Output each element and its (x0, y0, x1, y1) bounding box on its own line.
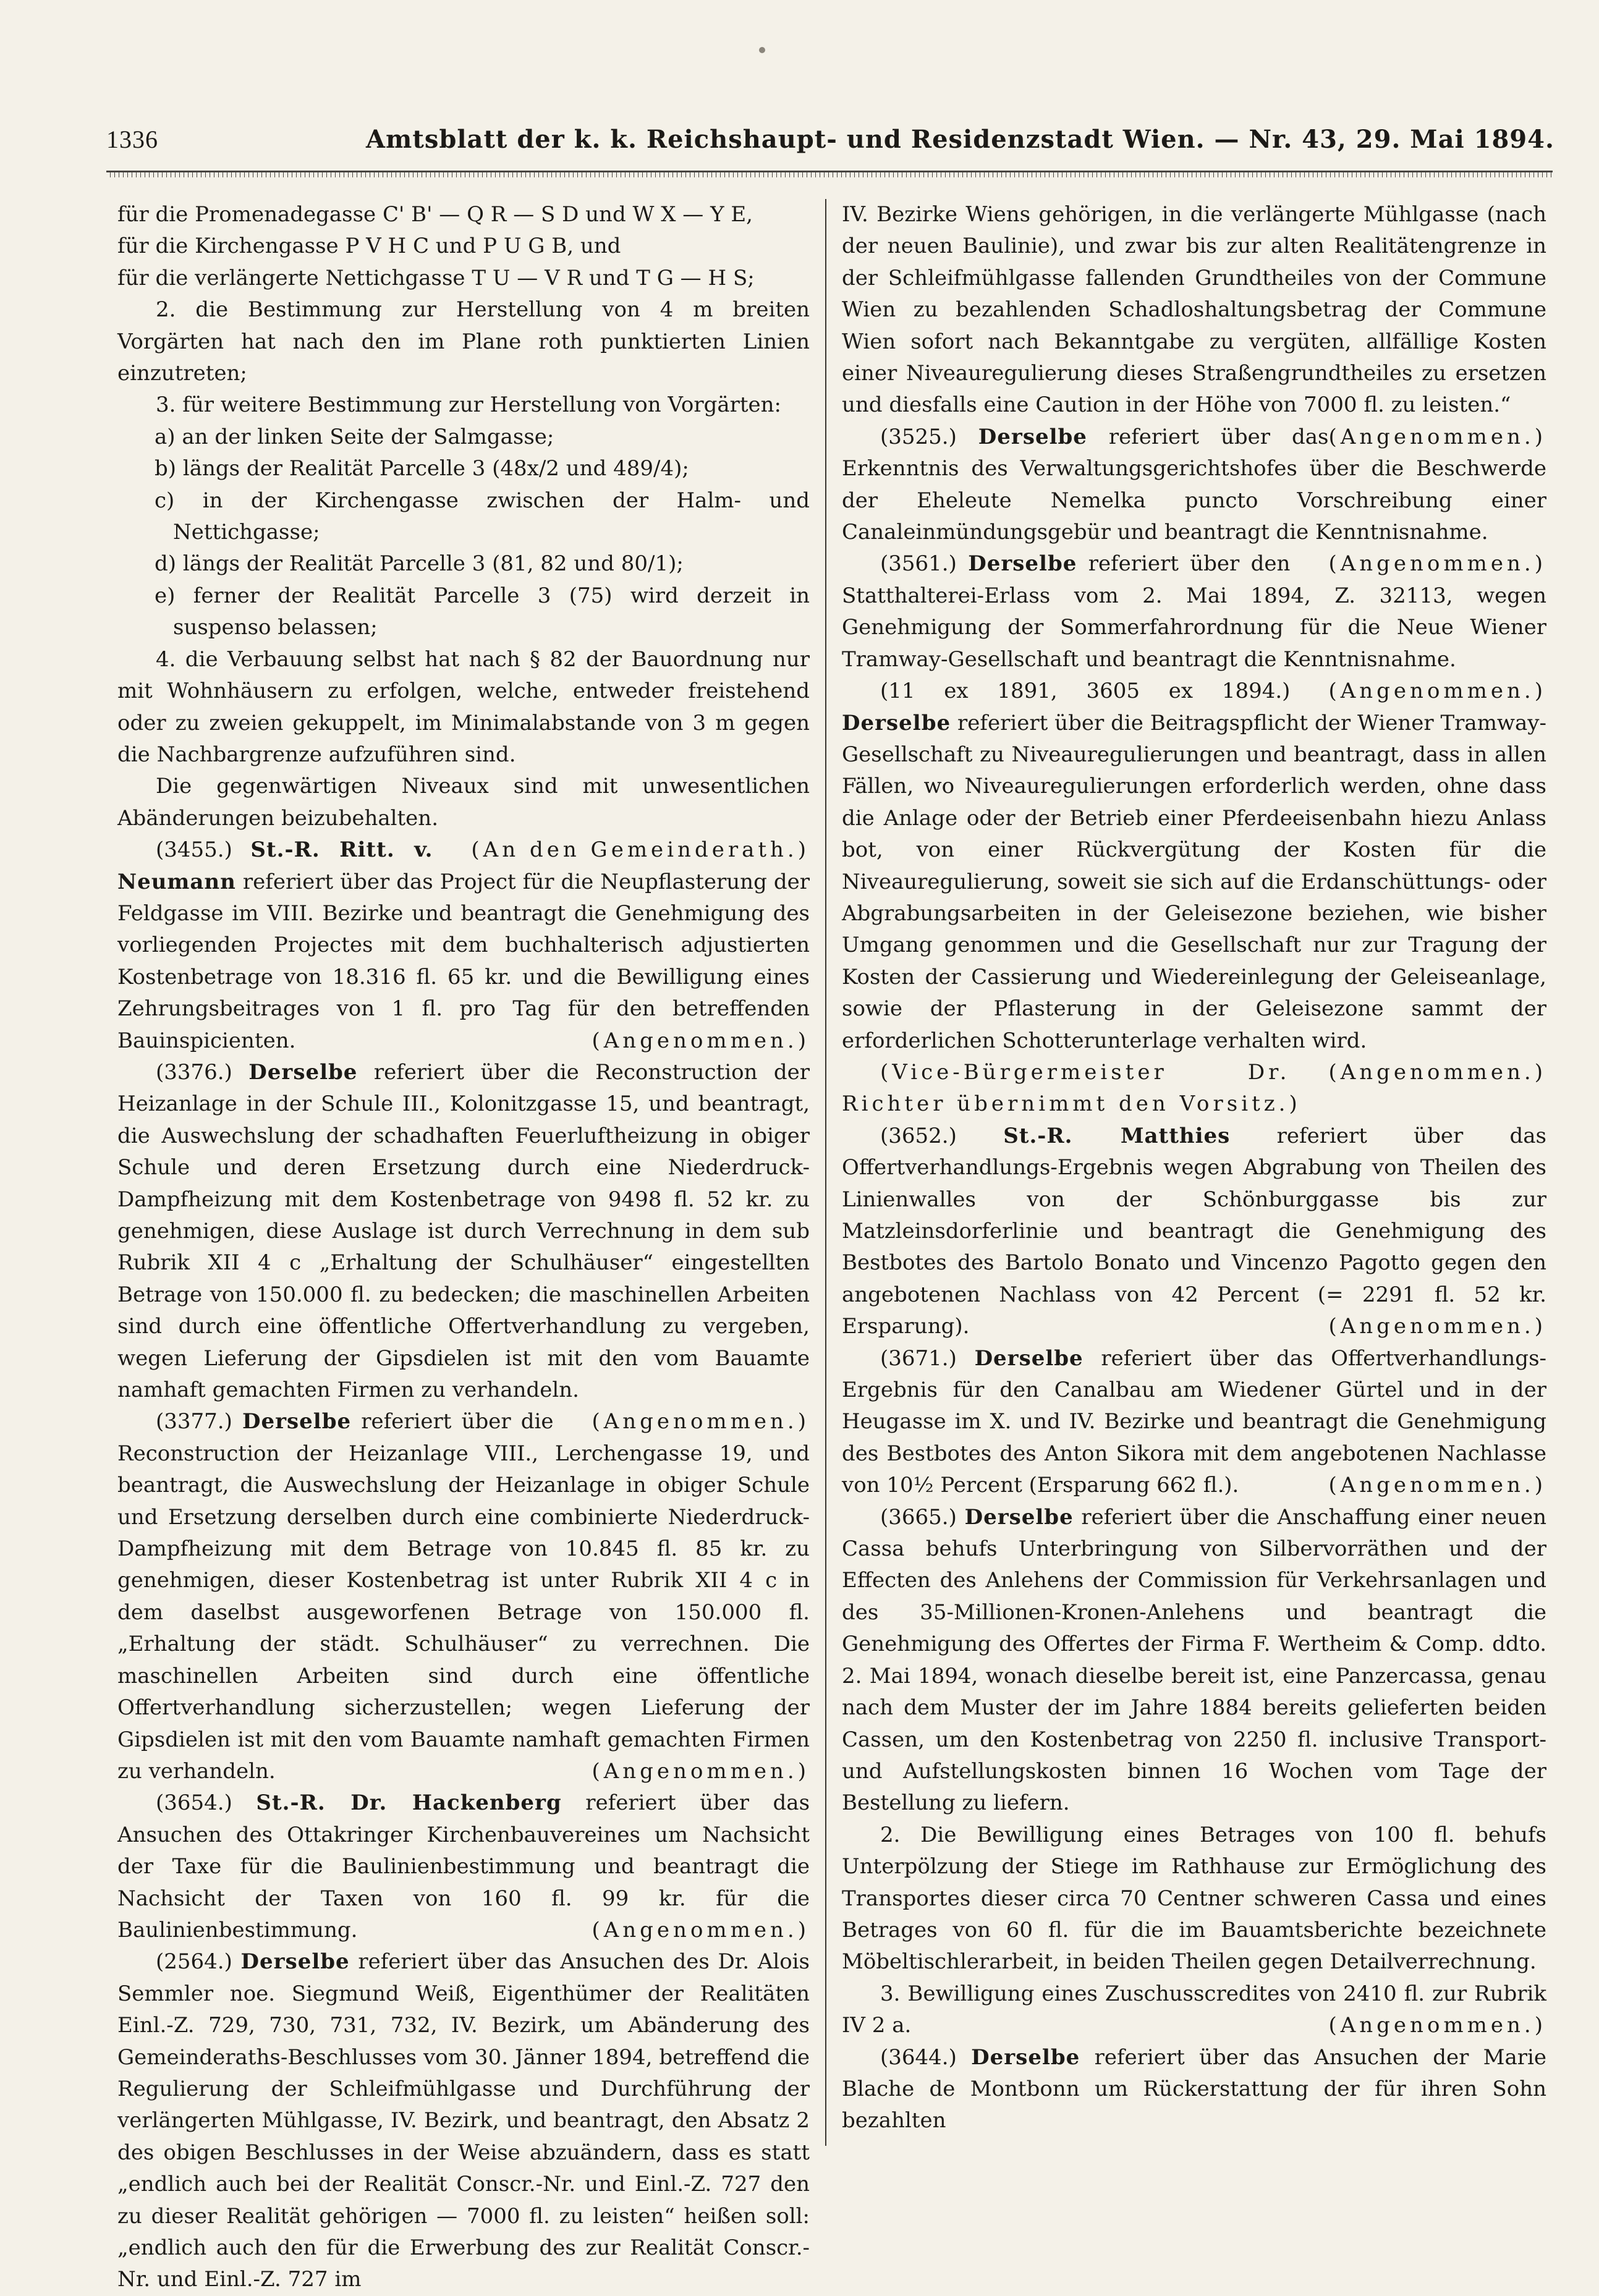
speaker-name: Derselbe (242, 1409, 352, 1434)
speaker-name: Derselbe (964, 1504, 1074, 1530)
page-header (106, 119, 1599, 162)
page-number: 1336 (106, 125, 158, 153)
paragraph: 4. die Verbauung selbst hat nach § 82 der Bauordnung nur mit Wohnhäusern zu erfolgen, welche, entweder freistehend oder zu zweien gekuppelt, im Minimalabstande von 3 m gegen die Nachbargrenze aufzuführen sind. (117, 646, 810, 767)
item-number: (3652.) (880, 1123, 957, 1148)
left-column (117, 199, 810, 2296)
item-text: referiert über das Offertverhandlungs-Ergebnis für den Canalbau am Wiedener Gürtel und in der Heugasse im X. und IV. Bezirke und beantragt die Genehmigung des Bestbotes des Anton Sikora mit dem angebotenen Nachlasse von 10½ Percent (Ersparung 662 fl.). (842, 1345, 1547, 1498)
agenda-item (842, 1120, 1546, 1343)
agenda-item (117, 834, 810, 1057)
agenda-item (117, 1787, 810, 1946)
list-item: d) längs der Realität Parcelle 3 (81, 82 und 80/1); (155, 551, 684, 577)
paragraph: 2. Die Bewilligung eines Betrages von 100 fl. behufs Unterpölzung der Stiege im Rathhause zur Ermöglichung des Transportes dieser circa 70 Centner schweren Cassa und eines Betrages von 60 fl. für die im Bauamtsberichte bezeichnete Möbeltischlerarbeit, in beiden Theilen gegen Detailverrechnung. (842, 1822, 1546, 1975)
paragraph-text: 3. Bewilligung eines Zuschusscredites von 2410 fl. zur Rubrik IV 2 a. (842, 1981, 1546, 2038)
resolution: (Angenommen.) (592, 1758, 810, 1784)
item-number: (3644.) (880, 2044, 957, 2070)
speaker-name: St.-R. Matthies (1003, 1123, 1231, 1148)
resolution: (Angenommen.) (592, 1917, 810, 1942)
speaker-name: Derselbe (842, 710, 951, 735)
item-number: (3377.) (156, 1409, 232, 1434)
agenda-item (117, 1946, 810, 2295)
item-text: referiert über das Erkenntnis des Verwaltungsgerichtshofes über die Beschwerde der Eheleute Nemelka puncto Vorschreibung einer Canaleinmündungsgebür und beantragt die Kenntnisnahme. (842, 424, 1546, 545)
resolution: (Angenommen.) (1328, 1473, 1546, 1498)
item-number: (3525.) (880, 424, 957, 449)
header-rule (106, 171, 1553, 177)
list-item: e) ferner der Realität Parcelle 3 (75) wird derzeit in suspenso belassen; (155, 583, 810, 640)
item-number: (3654.) (156, 1790, 232, 1816)
item-text: referiert über das Project für die Neupflasterung der Feldgasse im VIII. Bezirke und beantragt die Genehmigung des vorliegenden Projectes mit dem buchhalterisch adjustierten Kostenbetrage von 18.316 fl. 65 kr. und die Bewilligung eines Zehrungsbeitrages von 1 fl. pro Tag für den betreffenden Bauinspicienten. (117, 869, 810, 1053)
item-number: (3455.) (156, 837, 232, 863)
item-text: IV. Bezirke Wiens gehörigen, in die verlängerte Mühlgasse (nach der neuen Baulinie), und zwar bis zur alten Realitätengrenze in der Schleifmühlgasse fallenden Grundtheiles von der Commune Wien zu bezahlenden Schadloshaltungsbetrag der Commune Wien sofort nach Bekanntgabe zu vergüten, allfällige Kosten einer Niveauregulierung dieses Straßengrundtheiles zu ersetzen und diesfalls eine Caution in der Höhe von 7000 fl. zu leisten.“ (842, 202, 1546, 418)
speaker-name: St.-R. Dr. Hackenberg (256, 1790, 562, 1816)
item-text: referiert über das Ansuchen der Marie Blache de Montbonn um Rückerstattung der für ihren Sohn bezahlten (842, 2044, 1547, 2133)
item-text: referiert über die Anschaffung einer neuen Cassa behufs Unterbringung von Silbervorräthen und der Effecten des Anlehens der Commission für Verkehrsanlagen und des 35-Millionen-Kronen-Anlehens und beantragt die Genehmigung des Offertes der Firma F. Wertheim & Comp. ddto. 2. Mai 1894, wonach dieselbe bereit ist, eine Panzercassa, genau nach dem Muster der im Jahre 1884 bereits gelieferten beiden Cassen, um den Kostenbetrag von 2250 fl. inclusive Transport- und Aufstellungskosten binnen 16 Wochen vom Tage der Bestellung zu liefern. (842, 1504, 1546, 1816)
agenda-item (842, 1502, 1546, 1819)
resolution: (Angenommen.) (1328, 1314, 1546, 1339)
text-line: für die verlängerte Nettichgasse T U — V R und T G — H S; (117, 265, 755, 290)
item-text: referiert über die Beitragspflicht der Wiener Tramway-Gesellschaft zu Niveauregulierungen und beantragt, dass in allen Fällen, wo Niveauregulierungen erforderlich werden, ohne dass die Anlage oder der Betrieb einer Pferdeeisenbahn hiezu Anlass bot, von einer Rückvergütung der Kosten für die Niveauregulierung, soweit sie sich auf die Erdanschüttungs- oder Abgrabungsarbeiten in der Geleisezone beziehen, wie bisher Umgang genommen und die Gesellschaft nur zur Tragung der Kosten der Cassierung und Wiedereinlegung der Geleiseanlage, sowie der Pflasterung in der Geleisezone sammt der erforderlichen Schotterunterlage verhalten wird. (842, 710, 1547, 1053)
text-line: für die Kirchengasse P V H C und P U G B, und (117, 234, 621, 259)
text-line: für die Promenadegasse C' B' — Q R — S D und W X — Y E, (117, 202, 753, 227)
item-text: referiert über das Ansuchen des Dr. Alois Semmler noe. Siegmund Weiß, Eigenthümer der Realitäten Einl.-Z. 729, 730, 731, 732, IV. Bezirk, um Abänderung des Gemeinderaths-Beschlusses vom 30. Jänner 1894, betreffend die Regulierung der Schleifmühlgasse und Durchführung der verlängerten Mühlgasse, IV. Bezirk, und beantragt, den Absatz 2 des obigen Beschlusses in der Weise abzuändern, dass es statt „endlich auch bei der Realität Conscr.-Nr. und Einl.-Z. 727 den zu dieser Realität gehörigen — 7000 fl. zu leisten“ heißen soll: „endlich auch den für die Erwerbung des zur Realität Conscr.-Nr. und Einl.-Z. 727 im (117, 1949, 810, 2292)
right-column (842, 199, 1546, 2137)
item-text: referiert über die Reconstruction der Heizanlage in der Schule III., Kolonitzgasse 15, und beantragt, die Auswechslung der schadhaften Feuerluftheizung in obiger Schule und deren Ersetzung durch eine Niederdruck-Dampfheizung mit dem Kostenbetrage von 9498 fl. 52 kr. zu genehmigen, diese Auslage ist durch Verrechnung in dem sub Rubrik XII 4 c „Erhaltung der Schulhäuser“ eingestellten Betrage von 150.000 fl. zu bedecken; die maschinellen Arbeiten sind durch eine öffentliche Offertverhandlung zu vergeben, wegen Lieferung der Gipsdielen ist mit den vom Bauamte namhaft gemachten Firmen zu verhandeln. (117, 1059, 810, 1403)
list-item: a) an der linken Seite der Salmgasse; (155, 424, 554, 449)
resolution: (Angenommen.) (1328, 551, 1546, 577)
item-number: (3376.) (156, 1059, 232, 1085)
agenda-item (842, 2042, 1546, 2137)
resolution: (Angenommen.) (1328, 424, 1546, 449)
item-text: referiert über das Offertverhandlungs-Ergebnis wegen Abgrabung von Theilen des Linienwalles von der Schönburggasse bis zur Matzleinsdorferlinie und beantragt die Genehmigung des Bestbotes des Bartolo Bonato und Vincenzo Pagotto gegen den angebotenen Nachlass von 42 Percent (= 2291 fl. 52 kr. Ersparung). (842, 1123, 1546, 1339)
agenda-item (117, 1406, 810, 1787)
resolution: (Angenommen.) (1328, 1059, 1546, 1085)
item-number: (3561.) (880, 551, 957, 577)
paragraph-text: Die gegenwärtigen Niveaux sind mit unwesentlichen Abänderungen beizubehalten. (117, 774, 810, 831)
paragraph (842, 1978, 1546, 2042)
resolution: (Angenommen.) (1328, 2013, 1546, 2038)
item-text: referiert über den Statthalterei-Erlass vom 2. Mai 1894, Z. 32113, wegen Genehmigung der Sommerfahrordnung für die Neue Wiener Tramway-Gesellschaft und beantragt die Kenntnisnahme. (842, 551, 1546, 672)
column-divider (825, 199, 826, 2146)
procedural-note: (Vice-Bürgermeister Dr. Richter übernimmt den Vorsitz.) (842, 1059, 1301, 1117)
paragraph: 2. die Bestimmung zur Herstellung von 4 m breiten Vorgärten hat nach den im Plane roth punktierten Linien einzutreten; (117, 297, 810, 386)
item-number: (3665.) (880, 1504, 957, 1530)
resolution: (An den Gemeinderath.) (471, 837, 810, 863)
speaker-name: Derselbe (968, 551, 1077, 577)
item-number: (3671.) (880, 1345, 957, 1371)
speaker-name: Derselbe (240, 1949, 350, 1975)
agenda-item (842, 1343, 1546, 1502)
item-text: referiert über das Ansuchen des Ottakringer Kirchenbauvereines um Nachsicht der Taxe für die Baulinienbestimmung und beantragt die Nachsicht der Taxen von 160 fl. 99 kr. für die Baulinienbestimmung. (117, 1790, 810, 1942)
list-item: c) in der Kirchengasse zwischen der Halm- und Nettichgasse; (155, 488, 810, 545)
item-number: (2564.) (156, 1949, 232, 1975)
list-item: b) längs der Realität Parcelle 3 (48x/2 und 489/4); (155, 456, 689, 481)
agenda-item (842, 676, 1547, 1085)
speaker-name: Derselbe (248, 1059, 358, 1085)
speaker-name: Derselbe (978, 424, 1087, 449)
journal-title: Amtsblatt der k. k. Reichshaupt- und Residenzstadt Wien. — Nr. 43, 29. Mai 1894. (366, 125, 1554, 154)
ink-dot (759, 47, 765, 53)
resolution: (Angenommen.) (1328, 679, 1546, 704)
speaker-name: Derselbe (971, 2044, 1080, 2070)
speaker-name: Derselbe (974, 1345, 1084, 1371)
item-text: referiert über die Reconstruction der Heizanlage VIII., Lerchengasse 19, und beantragt, die Auswechslung der Heizanlage in obiger Schule und Ersetzung derselben durch eine combinierte Niederdruck-Dampfheizung mit dem Betrage von 10.845 fl. 85 kr. zu genehmigen, dieser Kostenbetrag ist unter Rubrik XII 4 c in dem daselbst ausgeworfenen Betrage von 150.000 fl. „Erhaltung der städt. Schulhäuser“ zu verrechnen. Die maschinellen Arbeiten sind durch eine öffentliche Offertverhandlung sicherzustellen; wegen Lieferung der Gipsdielen ist mit den vom Bauamte namhaft gemachten Firmen zu verhandeln. (117, 1409, 810, 1784)
resolution: (Angenommen.) (592, 1028, 810, 1053)
speaker-name: St.-R. Ritt. v. Neumann (117, 837, 433, 894)
resolution: (Angenommen.) (592, 1409, 810, 1434)
paragraph: 3. für weitere Bestimmung zur Herstellung von Vorgärten: (156, 392, 781, 418)
item-number: (11 ex 1891, 3605 ex 1894.) (880, 679, 1291, 704)
